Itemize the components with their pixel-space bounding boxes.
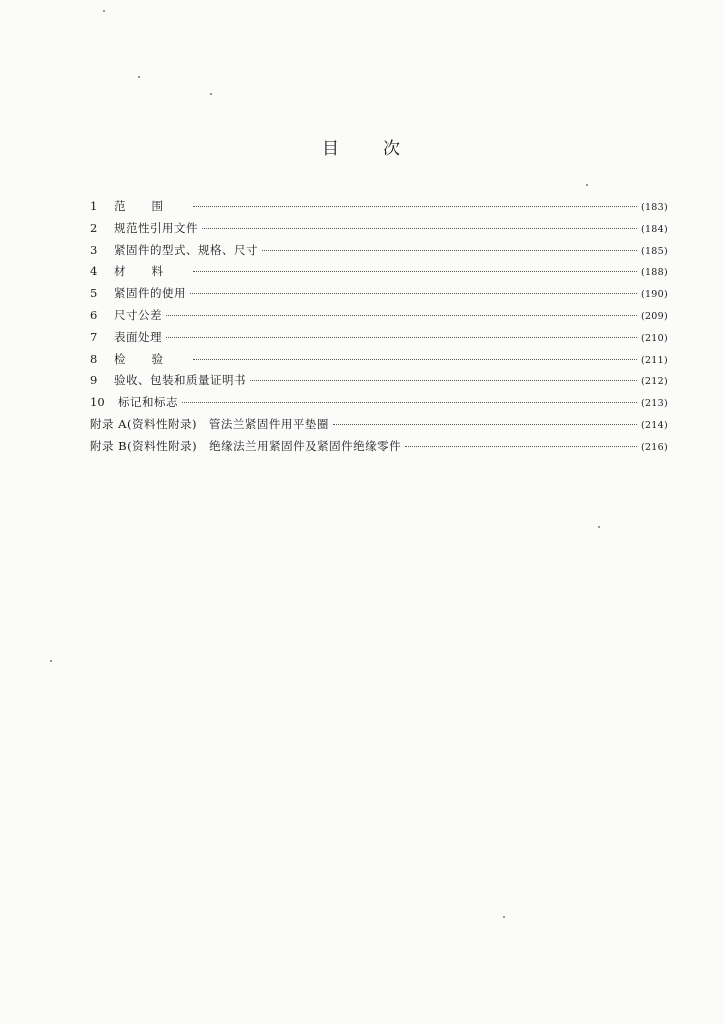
toc-entry-4[interactable] — [90, 263, 668, 285]
toc-entry-label: 尺寸公差 — [114, 307, 162, 322]
toc-entry-number: 1 — [90, 199, 98, 213]
toc-entry-9[interactable] — [90, 372, 668, 394]
scan-speck — [50, 660, 52, 662]
toc-entry-label: 标记和标志 — [118, 395, 178, 410]
toc-entry-5[interactable] — [90, 285, 668, 307]
toc-entry-page: (212) — [640, 376, 668, 388]
toc-entry-label: 材料 — [114, 264, 189, 279]
dot-leader — [193, 359, 637, 360]
scan-speck — [586, 184, 588, 186]
dot-leader — [333, 424, 637, 425]
toc-entry-label: 范围 — [114, 199, 189, 213]
toc-entry-number: 5 — [90, 286, 98, 301]
toc-entry-page: (211) — [640, 354, 668, 366]
toc-entry-label: 紧固件的型式、规格、尺寸 — [114, 242, 258, 257]
toc-entry-number: 6 — [90, 307, 98, 322]
dot-leader — [262, 250, 637, 251]
toc-entry-number: 10 — [90, 395, 105, 410]
toc-entry-number: 8 — [90, 351, 98, 366]
toc-entry-6[interactable] — [90, 307, 668, 329]
dot-leader — [250, 380, 637, 381]
toc-entry-label: 表面处理 — [114, 329, 162, 344]
toc-entry-page: (183) — [640, 202, 668, 213]
toc-entry-number: 2 — [90, 220, 98, 235]
toc-entry-2[interactable] — [90, 220, 668, 242]
toc-entry-8[interactable] — [90, 351, 668, 373]
toc-entry-label: 验收、包装和质量证明书 — [114, 373, 246, 388]
dot-leader — [202, 228, 637, 229]
toc-entry-page: (210) — [640, 332, 668, 344]
toc-entry-label: 附录 A(资料性附录) 管法兰紧固件用平垫圈 — [90, 416, 329, 431]
dot-leader — [193, 271, 637, 272]
dot-leader — [166, 337, 637, 338]
toc-entry-label: 规范性引用文件 — [114, 220, 198, 235]
toc-entry-7[interactable] — [90, 329, 668, 351]
scan-speck — [210, 93, 212, 95]
dot-leader — [193, 206, 637, 207]
dot-leader — [405, 446, 637, 447]
toc-entry-label: 紧固件的使用 — [114, 286, 186, 301]
toc-entry-page: (209) — [640, 310, 668, 322]
scan-speck — [503, 916, 505, 918]
toc-entry-page: (190) — [640, 289, 668, 301]
toc-entry-page: (185) — [640, 245, 668, 257]
dot-leader — [190, 293, 637, 294]
toc-entry-page: (184) — [640, 223, 668, 235]
toc-entry-number: 3 — [90, 242, 98, 257]
toc-entry-number: 7 — [90, 329, 98, 344]
dot-leader — [182, 402, 637, 403]
toc-title-char-1: 目 — [322, 139, 341, 159]
toc-title — [0, 134, 724, 159]
toc-entry-appendix-a[interactable] — [90, 416, 668, 438]
toc-entry-number: 4 — [90, 264, 98, 279]
scan-speck — [598, 526, 600, 528]
toc-entry-label: 检验 — [114, 351, 189, 366]
toc-entry-number: 9 — [90, 373, 98, 388]
toc-entry-page: (216) — [640, 441, 668, 453]
toc-entry-label: 附录 B(资料性附录) 绝缘法兰用紧固件及紧固件绝缘零件 — [90, 438, 402, 453]
toc-entry-page: (213) — [640, 398, 668, 410]
toc-entry-10[interactable] — [90, 394, 668, 416]
scan-speck — [103, 10, 105, 12]
dot-leader — [166, 315, 637, 316]
scan-speck — [138, 76, 140, 78]
toc-entry-page: (214) — [640, 419, 668, 431]
toc-entry-appendix-b[interactable] — [90, 438, 668, 460]
toc-entry-1[interactable] — [90, 198, 668, 220]
table-of-contents — [90, 198, 668, 460]
toc-title-char-2: 次 — [383, 139, 402, 159]
toc-entry-3[interactable] — [90, 242, 668, 264]
toc-entry-page: (188) — [640, 267, 668, 279]
